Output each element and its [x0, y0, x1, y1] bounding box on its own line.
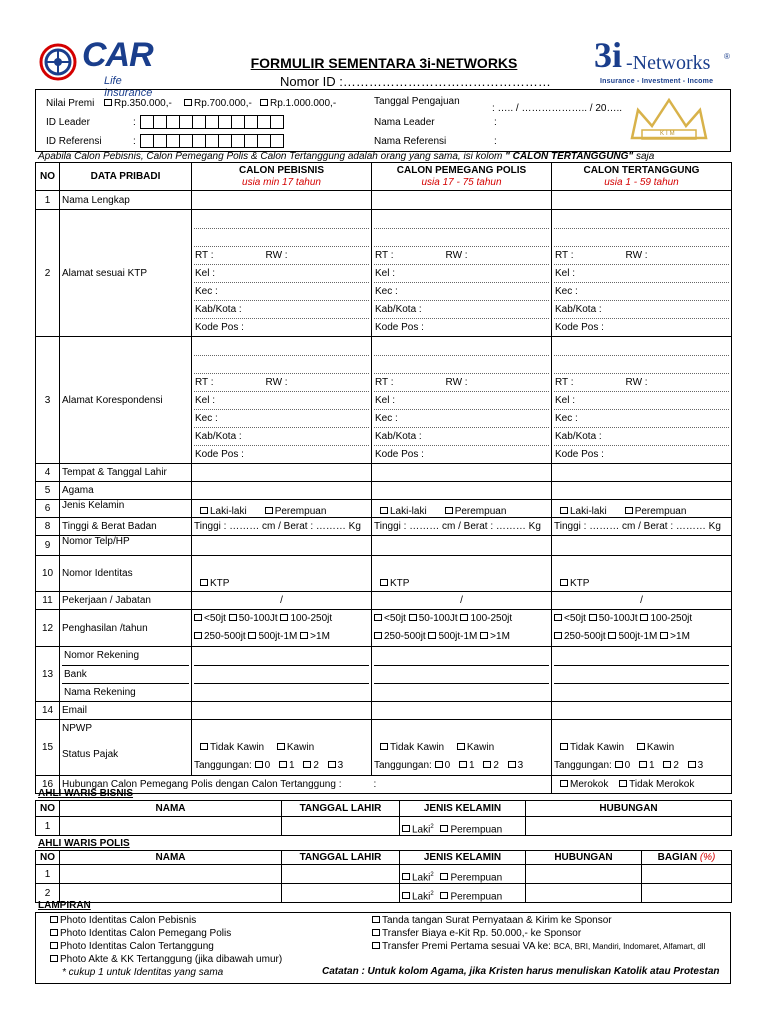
id-leader-boxes[interactable]: [140, 115, 283, 129]
hubungan-field[interactable]: :: [372, 776, 552, 794]
lampiran-item[interactable]: Tanda tangan Surat Pernyataan & Kirim ke Sponsor: [372, 914, 705, 927]
pekerjaan-pebisnis[interactable]: /: [192, 592, 372, 610]
table-row: 12 Penghasilan /tahun <50jt 50-100Jt 100-250jt 250-500jt 500jt-1M >1M <50jt 50-100Jt 100-250jt 250-500jt 500jt-1M >1M <50jt 50-100Jt 100-250jt 250-500jt 500jt-1M >1M: [36, 610, 732, 647]
lampiran-note-right: Catatan : Untuk kolom Agama, jika Kristen harus menuliskan Katolik atau Protestan: [322, 966, 720, 977]
lampiran-item[interactable]: Photo Akte & KK Tertanggung (jika dibawah umur): [50, 953, 282, 966]
nomor-id: Nomor ID :…………………………………………: [280, 74, 551, 89]
lampiran-item[interactable]: Photo Identitas Calon Tertanggung: [50, 940, 282, 953]
lampiran-note-left: * cukup 1 untuk Identitas yang sama: [62, 967, 224, 978]
table-row: 1 Laki$^2$ Perempuan: [36, 817, 732, 836]
ahli-bisnis-tgl[interactable]: [282, 817, 400, 836]
col-calon-pemegang-polis: CALON PEMEGANG POLIS usia 17 - 75 tahun: [372, 163, 552, 191]
email-pebisnis-field[interactable]: [192, 702, 372, 720]
tanggal-value[interactable]: : ….. / ……………….. / 20…..: [492, 103, 623, 114]
table-row: 13 Nomor Rekening Bank Nama Rekening: [36, 647, 732, 702]
table-header: NO NAMA TANGGAL LAHIR JENIS KELAMIN HUBUNGAN: [36, 801, 732, 817]
nama-pebisnis-field[interactable]: [192, 191, 372, 210]
premi-option-2[interactable]: Rp.700.000,-: [184, 98, 252, 109]
table-row: 6 Jenis Kelamin Laki-laki Perempuan Laki-laki Perempuan Laki-laki Perempuan: [36, 500, 732, 518]
3i-logo-tag: Insurance - Investment - Income: [600, 78, 714, 85]
ttl-pebisnis-field[interactable]: [192, 464, 372, 482]
car-logo-word: CAR: [82, 36, 153, 74]
rekening-pemegang[interactable]: [372, 647, 552, 702]
row-label: Nomor Telp/HP: [60, 536, 192, 556]
ahli-polis-nama-1[interactable]: [60, 865, 282, 884]
id-referensi-colon: :: [133, 136, 136, 147]
row-label-pajak: NPWP Status Pajak: [60, 720, 192, 776]
ahli-waris-bisnis-table: [35, 800, 732, 836]
table-row: 1 Nama Lengkap: [36, 191, 732, 210]
table-row: 2 Laki$^2$ Perempuan: [36, 884, 732, 903]
lampiran-left-list: [50, 914, 282, 979]
main-table-header: [36, 163, 732, 191]
pekerjaan-pemegang[interactable]: /: [372, 592, 552, 610]
nama-referensi-label: Nama Referensi: [374, 136, 447, 147]
row-label: Nomor Identitas: [60, 556, 192, 592]
ahli-polis-gender-2[interactable]: Laki$^2$ Perempuan: [400, 884, 526, 903]
id-referensi-label: ID Referensi: [46, 136, 102, 147]
id-leader-colon: :: [133, 117, 136, 128]
rekening-tertanggung[interactable]: [552, 647, 732, 702]
table-row: 5 Agama: [36, 482, 732, 500]
row-label: Tempat & Tanggal Lahir: [60, 464, 192, 482]
table-row: 9 Nomor Telp/HP: [36, 536, 732, 556]
table-header: NO NAMA TANGGAL LAHIR JENIS KELAMIN HUBUNGAN BAGIAN (%): [36, 851, 732, 865]
ahli-polis-nama-2[interactable]: [60, 884, 282, 903]
agama-pebisnis-field[interactable]: [192, 482, 372, 500]
row-label: Penghasilan /tahun: [60, 610, 192, 647]
table-row: 3 Alamat Korespondensi RT : RW : Kel : Kec : Kab/Kota : Kode Pos : RT : RW : Kel : Kec : Kab/Kota : Kode Pos : RT : RW : Kel : Kec : Kab/Kota : Kode Pos :: [36, 337, 732, 464]
email-tertanggung-field[interactable]: [552, 702, 732, 720]
ttl-pemegang-field[interactable]: [372, 464, 552, 482]
ahli-polis-hubungan-2[interactable]: [526, 884, 642, 903]
agama-tertanggung-field[interactable]: [552, 482, 732, 500]
ahli-polis-tgl-2[interactable]: [282, 884, 400, 903]
alamat-ktp-pebisnis[interactable]: RT : RW : Kel : Kec : Kab/Kota : Kode Pos :: [192, 210, 372, 337]
checkbox-icon: [260, 99, 268, 106]
form-title: FORMULIR SEMENTARA 3i-NETWORKS: [250, 55, 518, 71]
car-logo-sub: Life Insurance: [104, 75, 153, 99]
ahli-waris-bisnis-title: AHLI WARIS BISNIS: [38, 788, 134, 799]
penghasilan-pebisnis[interactable]: <50jt 50-100Jt 100-250jt 250-500jt 500jt-1M >1M: [192, 610, 372, 647]
table-row: 8 Tinggi & Berat Badan Tinggi : ……… cm / Berat : ……… Kg Tinggi : ……… cm / Berat : ……… Kg Tinggi : ……… cm / Berat : ……… Kg: [36, 518, 732, 536]
col-data-pribadi: DATA PRIBADI: [60, 163, 192, 191]
lampiran-item[interactable]: Transfer Biaya e-Kit Rp. 50.000,- ke Sponsor: [372, 927, 705, 940]
lampiran-right-list: [372, 914, 705, 953]
telp-pemegang-field[interactable]: [372, 536, 552, 556]
ahli-bisnis-gender[interactable]: Laki$^2$ Perempuan: [400, 817, 526, 836]
email-pemegang-field[interactable]: [372, 702, 552, 720]
alamat-kor-tertanggung[interactable]: RT : RW : Kel : Kec : Kab/Kota : Kode Pos :: [552, 337, 732, 464]
agama-pemegang-field[interactable]: [372, 482, 552, 500]
row-label: Alamat sesuai KTP: [60, 210, 192, 337]
3i-logo-num: 3i: [594, 35, 623, 75]
col-calon-tertanggung: CALON TERTANGGUNG usia 1 - 59 tahun: [552, 163, 732, 191]
ahli-polis-bagian-2[interactable]: [642, 884, 732, 903]
hubungan-label: Hubungan Calon Pemegang Polis dengan Calon Tertanggung :: [60, 776, 372, 794]
rekening-pebisnis[interactable]: [192, 647, 372, 702]
gender-pemegang[interactable]: Laki-laki Perempuan: [372, 500, 552, 518]
tinggi-pebisnis[interactable]: Tinggi : ……… cm / Berat : ……… Kg: [192, 518, 372, 536]
ahli-polis-gender-1[interactable]: Laki$^2$ Perempuan: [400, 865, 526, 884]
checkbox-icon: [184, 99, 192, 106]
pajak-pemegang[interactable]: Tidak Kawin Kawin Tanggungan: 0 1 2 3: [372, 720, 552, 776]
identitas-tertanggung[interactable]: KTP: [552, 556, 732, 592]
penghasilan-pemegang[interactable]: <50jt 50-100Jt 100-250jt 250-500jt 500jt-1M >1M: [372, 610, 552, 647]
crown-text: KIM: [660, 131, 677, 137]
3i-logo-word: -Networks: [626, 52, 711, 74]
table-row: 2 Alamat sesuai KTP RT : RW : Kel : Kec : Kab/Kota : Kode Pos : RT : RW : Kel : Kec : Kab/Kota : Kode Pos : RT : RW : Kel : Kec : Kab/Kota : Kode Pos :: [36, 210, 732, 337]
table-row: 11 Pekerjaan / Jabatan / / /: [36, 592, 732, 610]
id-referensi-boxes[interactable]: [140, 134, 283, 148]
ahli-bisnis-hubungan[interactable]: [526, 817, 732, 836]
ahli-waris-polis-table: [35, 850, 732, 903]
ahli-waris-polis-title: AHLI WARIS POLIS: [38, 838, 130, 849]
telp-tertanggung-field[interactable]: [552, 536, 732, 556]
lampiran-item[interactable]: Photo Identitas Calon Pemegang Polis: [50, 927, 282, 940]
nama-pemegang-field[interactable]: [372, 191, 552, 210]
merokok-options[interactable]: Merokok Tidak Merokok: [552, 776, 732, 794]
table-row: 1 Laki$^2$ Perempuan: [36, 865, 732, 884]
row-label: Alamat Korespondensi: [60, 337, 192, 464]
3i-logo-reg: ®: [724, 52, 730, 61]
ahli-polis-hubungan-1[interactable]: [526, 865, 642, 884]
premi-option-1[interactable]: Rp.350.000,-: [104, 98, 172, 109]
pajak-tertanggung[interactable]: Tidak Kawin Kawin Tanggungan: 0 1 2 3: [552, 720, 732, 776]
alamat-ktp-pemegang[interactable]: RT : RW : Kel : Kec : Kab/Kota : Kode Pos :: [372, 210, 552, 337]
gender-pebisnis[interactable]: Laki-laki Perempuan: [192, 500, 372, 518]
row-label: Pekerjaan / Jabatan: [60, 592, 192, 610]
gender-tertanggung[interactable]: Laki-laki Perempuan: [552, 500, 732, 518]
col-no: NO: [36, 163, 60, 191]
identitas-pebisnis[interactable]: KTP: [192, 556, 372, 592]
row-label: Tinggi & Berat Badan: [60, 518, 192, 536]
ahli-polis-tgl-1[interactable]: [282, 865, 400, 884]
lampiran-item[interactable]: Photo Identitas Calon Pebisnis: [50, 914, 282, 927]
alamat-kor-pemegang[interactable]: RT : RW : Kel : Kec : Kab/Kota : Kode Pos :: [372, 337, 552, 464]
nama-leader-colon: :: [494, 117, 497, 128]
ahli-polis-bagian-1[interactable]: [642, 865, 732, 884]
main-table: [35, 162, 732, 794]
table-row: 16 Hubungan Calon Pemegang Polis dengan Calon Tertanggung : : Merokok Tidak Merokok: [36, 776, 732, 794]
row-label-rekening: Nomor Rekening Bank Nama Rekening: [60, 647, 192, 702]
ahli-bisnis-nama[interactable]: [60, 817, 282, 836]
nama-leader-label: Nama Leader: [374, 117, 435, 128]
nama-tertanggung-field[interactable]: [552, 191, 732, 210]
identitas-pemegang[interactable]: KTP: [372, 556, 552, 592]
pajak-pebisnis[interactable]: Tidak Kawin Kawin Tanggungan: 0 1 2 3: [192, 720, 372, 776]
table-row: 14 Email: [36, 702, 732, 720]
alamat-kor-pebisnis[interactable]: RT : RW : Kel : Kec : Kab/Kota : Kode Pos :: [192, 337, 372, 464]
row-label: Email: [60, 702, 192, 720]
id-leader-label: ID Leader: [46, 117, 90, 128]
tinggi-tertanggung[interactable]: Tinggi : ……… cm / Berat : ……… Kg: [552, 518, 732, 536]
nama-referensi-colon: :: [494, 136, 497, 147]
col-calon-pebisnis: CALON PEBISNIS usia min 17 tahun: [192, 163, 372, 191]
tinggi-pemegang[interactable]: Tinggi : ……… cm / Berat : ……… Kg: [372, 518, 552, 536]
tanggal-label: Tanggal Pengajuan: [374, 96, 460, 107]
note-top: Apabila Calon Pebisnis, Calon Pemegang Polis & Calon Tertanggung adalah orang yang sama, isi kolom " CALON TERTANGGUNG" saja: [38, 151, 655, 162]
row-label: Agama: [60, 482, 192, 500]
lampiran-item[interactable]: Transfer Premi Pertama sesuai VA ke: BCA, BRI, Mandiri, Indomaret, Alfamart, dll: [372, 940, 705, 953]
alamat-ktp-tertanggung[interactable]: RT : RW : Kel : Kec : Kab/Kota : Kode Pos :: [552, 210, 732, 337]
table-row: 4 Tempat & Tanggal Lahir: [36, 464, 732, 482]
pekerjaan-tertanggung[interactable]: /: [552, 592, 732, 610]
row-label: Jenis Kelamin: [60, 500, 192, 518]
premi-option-3[interactable]: Rp.1.000.000,-: [260, 98, 336, 109]
row-label: Nama Lengkap: [60, 191, 192, 210]
ttl-tertanggung-field[interactable]: [552, 464, 732, 482]
nilai-premi-label: Nilai Premi: [46, 98, 95, 109]
table-row: 15 NPWP Status Pajak Tidak Kawin Kawin Tanggungan: 0 1 2 3 Tidak Kawin Kawin Tanggungan: 0 1 2 3 Tidak Kawin Kawin Tanggungan: 0 1 2 3: [36, 720, 732, 776]
lampiran-title: LAMPIRAN: [38, 900, 91, 911]
telp-pebisnis-field[interactable]: [192, 536, 372, 556]
penghasilan-tertanggung[interactable]: <50jt 50-100Jt 100-250jt 250-500jt 500jt-1M >1M: [552, 610, 732, 647]
table-row: 10 Nomor Identitas KTP KTP KTP: [36, 556, 732, 592]
checkbox-icon: [104, 99, 112, 106]
